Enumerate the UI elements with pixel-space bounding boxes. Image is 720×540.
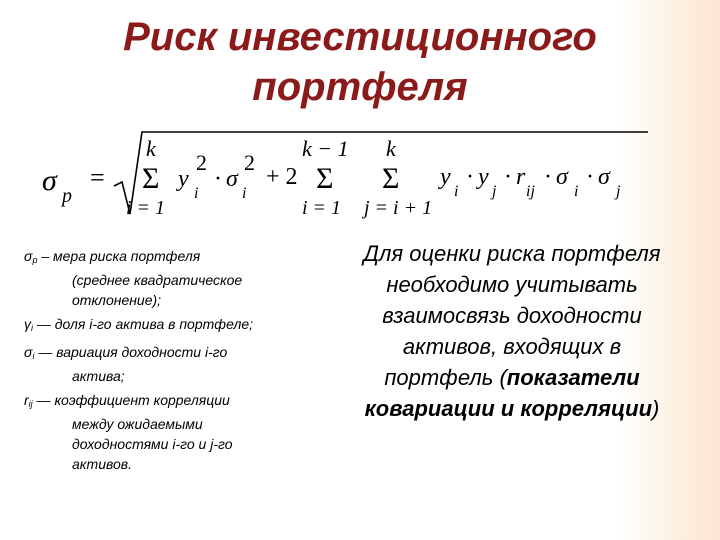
sum1-upper-k: k bbox=[146, 136, 156, 161]
formula-svg bbox=[30, 128, 670, 228]
definition-text: — коэффициент корреляции bbox=[32, 392, 230, 408]
term2-yi: y bbox=[440, 164, 451, 190]
term2-r-sub: ij bbox=[526, 183, 535, 200]
term2-yj-sub: j bbox=[492, 183, 497, 200]
sum1-lower: i = 1 bbox=[126, 197, 166, 219]
definition-symbol: r bbox=[24, 392, 29, 408]
definition-subscript: ij bbox=[28, 399, 33, 409]
definition-continuation: отклонение); bbox=[72, 292, 162, 308]
definition-sigma-p bbox=[24, 246, 354, 310]
term2-dot-2: · bbox=[504, 164, 512, 190]
sum3-upper-k: k bbox=[386, 136, 396, 161]
term-sigma: σ bbox=[226, 166, 238, 192]
term-y-exp: 2 bbox=[196, 150, 207, 175]
term2-dot-1: · bbox=[466, 164, 474, 190]
sum2-lower: i = 1 bbox=[302, 197, 342, 219]
term-dot-1: · bbox=[214, 166, 222, 192]
title-line-2: портфеля bbox=[252, 65, 468, 109]
definition-continuation: актива; bbox=[72, 368, 125, 384]
term2-sigma-i: σ bbox=[556, 164, 568, 190]
term2-dot-3: · bbox=[544, 164, 552, 190]
term-y: y bbox=[178, 166, 189, 192]
definition-symbol: σ bbox=[24, 344, 33, 360]
formula-sub-p: p bbox=[62, 185, 72, 207]
definition-continuation: активов. bbox=[72, 456, 132, 472]
definition-r-ij bbox=[24, 390, 354, 474]
definition-subscript: i bbox=[31, 323, 33, 333]
term2-yj: y bbox=[478, 164, 489, 190]
title-line-1: Риск инвестиционного bbox=[123, 15, 597, 59]
definition-continuation: (среднее квадратическое bbox=[72, 272, 243, 288]
definition-text: — доля i-го актива в портфеле; bbox=[33, 316, 254, 332]
definition-symbol: σ bbox=[24, 248, 33, 264]
definition-symbol: γ bbox=[24, 316, 31, 332]
note-bold-text: показатели ковариации и корреляции bbox=[364, 365, 653, 421]
definition-continuation: доходностями i-го и j-го bbox=[72, 436, 233, 452]
definitions-list bbox=[24, 246, 354, 478]
sum1-sigma: Σ bbox=[142, 162, 160, 195]
risk-assessment-note bbox=[362, 238, 662, 424]
formula-sigma: σ bbox=[42, 164, 57, 197]
note-open-paren: ( bbox=[499, 365, 507, 390]
portfolio-risk-formula bbox=[30, 128, 670, 228]
term2-sigma-j-sub: j bbox=[616, 183, 621, 200]
definition-subscript: i bbox=[32, 351, 35, 361]
term2-yi-sub: i bbox=[454, 183, 459, 200]
sum3-lower: j = i + 1 bbox=[364, 197, 433, 219]
term2-r: r bbox=[516, 164, 526, 190]
definition-gamma-i bbox=[24, 314, 354, 338]
note-text: Для оценки риска портфеля необходимо учитывать взаимосвязь доходности активов, входящих в портфель bbox=[363, 241, 661, 390]
term2-sigma-j: σ bbox=[598, 164, 610, 190]
term2-dot-4: · bbox=[586, 164, 594, 190]
definition-text: — вариация доходности i-го bbox=[34, 344, 228, 360]
formula-equals: = bbox=[90, 163, 105, 192]
note-close-paren: ) bbox=[652, 396, 660, 421]
term-plus-two: + 2 bbox=[266, 164, 298, 190]
term-sigma-exp: 2 bbox=[244, 150, 255, 175]
definition-sigma-i bbox=[24, 342, 354, 386]
sum2-sigma: Σ bbox=[316, 162, 334, 195]
sum2-upper: k − 1 bbox=[302, 136, 349, 161]
slide-title bbox=[60, 12, 660, 112]
definition-text: – мера риска портфеля bbox=[37, 248, 201, 264]
term2-sigma-i-sub: i bbox=[574, 183, 579, 200]
definition-subscript: p bbox=[32, 255, 38, 265]
definition-continuation: между ожидаемыми bbox=[72, 416, 203, 432]
term-sigma-sub: i bbox=[242, 185, 247, 202]
term-y-sub: i bbox=[194, 185, 199, 202]
sum3-sigma: Σ bbox=[382, 162, 400, 195]
